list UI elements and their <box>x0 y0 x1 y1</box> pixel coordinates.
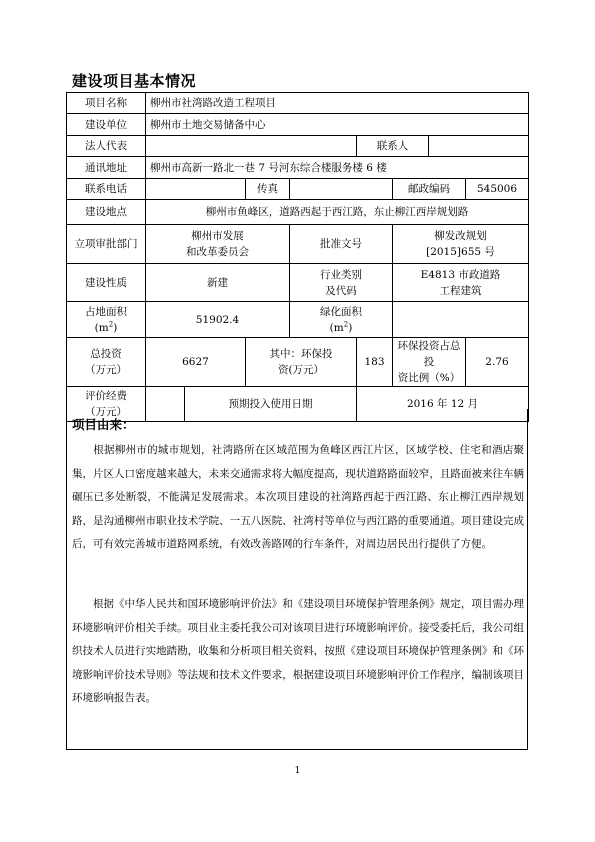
page-heading: 建设项目基本情况 <box>72 72 197 90</box>
industry-label <box>290 264 393 302</box>
env-ratio-value: 2.76 <box>466 338 529 387</box>
area-label <box>67 302 146 338</box>
env-ratio-label-line1: 环保投资占总投 <box>397 340 461 368</box>
green-label <box>290 302 393 338</box>
approval-no-line2: [2015]655 号 <box>426 246 495 258</box>
industry-line1: E4813 市政道路 <box>420 268 501 281</box>
project-name-value: 柳州市社湾路改造工程项目 <box>146 93 529 114</box>
area-value: 51902.4 <box>146 302 290 338</box>
builder-value: 柳州市土地交易储备中心 <box>146 114 529 136</box>
origin-paragraph-1 <box>72 439 524 557</box>
approval-dept-label: 立项审批部门 <box>67 225 146 264</box>
table-row <box>67 264 529 302</box>
env-invest-label <box>246 338 357 387</box>
legal-rep-value <box>146 136 357 157</box>
green-label-unit <box>294 320 388 336</box>
approval-dept-value <box>146 225 290 264</box>
green-label-line1: 绿化面积 <box>320 305 362 318</box>
phone-label: 联系电话 <box>67 179 146 200</box>
table-row <box>67 302 529 338</box>
table-row <box>67 225 529 264</box>
origin-paragraph-1-text: 根据柳州市的城市规划，社湾路所在区域范围为鱼峰区西江片区，区域学校、住宅和酒店聚集，片区人口密度越来越大，未来交通需求将大幅度提高，现状道路路面较窄，且路面被来往车辆碾压已多处断裂，不能满足发展需求。本次项目建设的社湾路西起于西江路、东止柳江西岸规划路，是沟通柳州市职业技术学院、一五八医院、社湾村等单位与西江路的重要通道。项目建设完成后，可有效完善城市道路网系统，有效改善路网的行车条件，对周边居民出行提供了方便。 <box>72 444 524 550</box>
nature-value: 新建 <box>146 264 290 302</box>
area-unit-close: ) <box>113 321 118 334</box>
origin-paragraph-2 <box>72 593 524 711</box>
green-unit-text: (m <box>329 321 344 334</box>
nature-label: 建设性质 <box>67 264 146 302</box>
env-ratio-label-line2: 资比例（%） <box>397 372 461 384</box>
area-label-unit <box>71 320 141 336</box>
phone-value <box>146 179 246 200</box>
approval-no-value <box>393 225 529 264</box>
invest-value: 6627 <box>146 338 246 387</box>
contact-label: 联系人 <box>357 136 429 157</box>
industry-line2: 工程建筑 <box>439 284 482 297</box>
legal-rep-label: 法人代表 <box>67 136 146 157</box>
industry-value <box>393 264 529 302</box>
section-title: 项目由来： <box>72 417 135 432</box>
approval-no-label: 批准文号 <box>290 225 393 264</box>
area-unit-text: (m <box>94 321 109 334</box>
date-value: 2016 年 12 月 <box>357 387 529 422</box>
invest-label-line2: （万元） <box>85 364 127 376</box>
fax-value <box>290 179 393 200</box>
table-row <box>67 338 529 387</box>
table-row <box>67 157 529 179</box>
table-row <box>67 114 529 136</box>
project-name-label: 项目名称 <box>67 93 146 114</box>
green-unit-sup: 2 <box>343 320 349 328</box>
builder-label: 建设单位 <box>67 114 146 136</box>
invest-label-line1: 总投资 <box>90 348 122 360</box>
env-invest-label-line1: 其中：环保投 <box>269 348 333 360</box>
green-value <box>393 302 529 338</box>
table-row <box>67 179 529 200</box>
industry-label-line2: 及代码 <box>325 284 357 297</box>
site-label: 建设地点 <box>67 200 146 225</box>
invest-label <box>67 338 146 387</box>
table-row <box>67 200 529 225</box>
area-label-line1: 占地面积 <box>85 305 127 318</box>
postcode-label: 邮政编码 <box>393 179 466 200</box>
postcode-value: 545006 <box>466 179 529 200</box>
fax-label: 传真 <box>246 179 290 200</box>
approval-dept-line2: 和改革委员会 <box>186 246 249 258</box>
table-row <box>67 136 529 157</box>
green-unit-close: ) <box>348 321 353 334</box>
area-unit-sup: 2 <box>108 320 114 328</box>
page-number: 1 <box>294 766 301 776</box>
address-label: 通讯地址 <box>67 157 146 179</box>
env-invest-value: 183 <box>357 338 393 387</box>
project-info-table <box>66 92 529 422</box>
env-ratio-label <box>393 338 466 387</box>
origin-paragraph-2-text: 根据《中华人民共和国环境影响评价法》和《建设项目环境保护管理条例》规定，项目需办理环境影响评价相关手续。项目业主委托我公司对该项目进行环境影响评价。接受委托后，我公司组织技术人员进行实地踏勘，收集和分析项目相关资料，按照《建设项目环境保护管理条例》和《环境影响评价技术导则》等法规和技术文件要求，根据建设项目环境影响评价工作程序，编制该项目环境影响报告表。 <box>72 598 524 704</box>
approval-dept-line1: 柳州市发展 <box>191 230 244 242</box>
contact-value <box>429 136 529 157</box>
approval-no-line1: 柳发改规划 <box>434 230 487 242</box>
date-label: 预期投入使用日期 <box>185 387 357 422</box>
env-invest-label-line2: 资(万元） <box>277 364 325 376</box>
industry-label-line1: 行业类别 <box>320 268 362 281</box>
fee-label-line1: 评价经费 <box>85 390 127 402</box>
fee-label-line2: （万元） <box>85 406 127 418</box>
address-value: 柳州市高新一路北一巷 7 号河东综合楼服务楼 6 楼 <box>146 157 529 179</box>
table-row <box>67 93 529 114</box>
site-value: 柳州市鱼峰区，道路西起于西江路，东止柳江西岸规划路 <box>146 200 529 225</box>
